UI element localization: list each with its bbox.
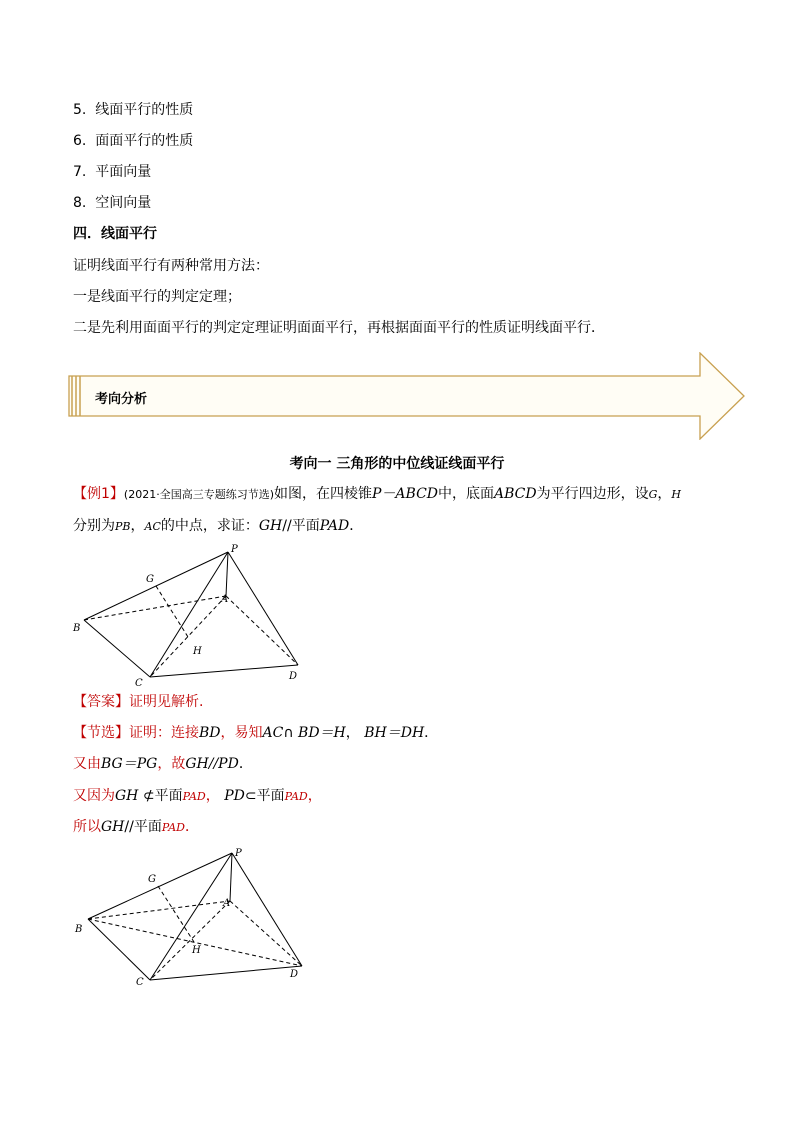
solution-s4b: ． <box>185 819 199 835</box>
label-a: A <box>221 594 229 605</box>
solution-sub: ⊂ <box>244 788 257 804</box>
label-p: P <box>231 544 238 555</box>
example-tag: 【例1】 <box>73 486 124 502</box>
pyramid-figure-1 <box>60 540 320 690</box>
example-g: G <box>648 488 658 501</box>
example-h: H <box>671 488 682 501</box>
example-line2-b: 的中点，求证： <box>160 518 259 534</box>
list-item-8 <box>73 193 151 213</box>
label-p-2: P <box>235 848 242 859</box>
solution-par: // <box>124 819 134 835</box>
solution-s3b: ， <box>205 788 220 804</box>
solution-bd: BD <box>199 725 221 741</box>
solution-ac: AC <box>262 725 284 741</box>
solution-plane-3: 平面 <box>133 819 162 835</box>
example-plane: 平面 <box>291 518 320 534</box>
example-line-1 <box>73 484 681 505</box>
label-d: D <box>289 671 298 682</box>
example-line2-a: 分别为 <box>73 518 115 534</box>
example-gh: GH <box>258 518 283 534</box>
solution-s2a: 又由 <box>73 756 101 772</box>
example-line-2 <box>73 516 363 537</box>
pyramid-figure-2 <box>66 843 326 993</box>
solution-gh-2: GH <box>101 819 125 835</box>
label-d-2: D <box>290 969 299 980</box>
label-c-2: C <box>136 977 144 988</box>
solution-gh: GH <box>115 788 139 804</box>
solution-s2b: ，故 <box>157 756 186 772</box>
solution-line-2 <box>73 754 253 774</box>
example-ac: AC <box>144 520 161 533</box>
list-item-5 <box>73 100 193 120</box>
example-pad: PAD <box>319 518 350 534</box>
list-num: 5. <box>73 102 87 118</box>
label-b-2: B <box>75 924 83 935</box>
list-num: 8. <box>73 195 87 211</box>
solution-pad-1: PAD <box>182 790 206 803</box>
example-period: ． <box>349 518 364 534</box>
solution-cap: ∩ <box>283 725 294 741</box>
label-g: G <box>146 574 154 585</box>
list-text: 空间向量 <box>95 195 152 211</box>
label-h: H <box>193 646 202 657</box>
label-b: B <box>73 623 81 634</box>
label-c: C <box>135 678 143 689</box>
list-num: 6. <box>73 133 87 149</box>
example-expr-abcd: ABCD <box>494 486 537 502</box>
list-text: 线面平行的性质 <box>95 102 194 118</box>
example-text-1: 如图，在四棱锥 <box>274 486 372 502</box>
example-text-2: 中，底面 <box>438 486 495 502</box>
solution-s1d: ． <box>424 725 439 741</box>
topic-title: 考向一 三角形的中位线证线面平行 <box>289 456 505 472</box>
solution-line-4 <box>73 817 199 838</box>
solution-tag: 【节选】 <box>73 725 129 741</box>
solution-pad-2: PAD <box>284 790 308 803</box>
section-method-2: 二是先利用面面平行的判定定理证明面面平行，再根据面面平行的性质证明线面平行． <box>73 320 605 336</box>
example-text-3: 为平行四边形，设 <box>536 486 649 502</box>
solution-plane-1: 平面 <box>154 788 183 804</box>
label-g-2: G <box>148 874 156 885</box>
solution-s2c: ． <box>238 756 253 772</box>
list-num: 7. <box>73 164 87 180</box>
solution-s3c: ， <box>307 788 322 804</box>
list-text: 面面平行的性质 <box>95 133 194 149</box>
label-h-2: H <box>192 945 201 956</box>
label-a-2: A <box>223 898 231 909</box>
banner-arrow-shape <box>68 352 748 440</box>
example-source: (2021·全国高三专题练习节选) <box>123 488 274 501</box>
solution-pd: PD <box>224 788 245 804</box>
solution-plane-2: 平面 <box>256 788 285 804</box>
solution-s1a: 证明：连接 <box>129 725 199 741</box>
answer-tag: 【答案】 <box>73 694 129 710</box>
example-parallel: // <box>282 518 292 534</box>
example-sep: ， <box>657 486 672 502</box>
solution-ghpd: GH//PD <box>185 756 239 772</box>
list-item-6 <box>73 131 193 151</box>
solution-pad-3: PAD <box>161 821 185 834</box>
solution-s1b: ，易知 <box>220 725 263 741</box>
solution-bhdh: BH＝DH <box>364 725 425 741</box>
solution-s4a: 所以 <box>73 819 101 835</box>
solution-bdh: BD＝H <box>298 725 346 741</box>
section-title: 四．线面平行 <box>73 226 157 242</box>
banner-label: 考向分析 <box>95 392 148 407</box>
example-comma: ， <box>130 518 145 534</box>
section-method-1: 一是线面平行的判定定理； <box>73 289 241 305</box>
solution-bgpg: BG＝PG <box>101 756 158 772</box>
solution-line-3 <box>73 786 322 807</box>
solution-notsub: ⊄ <box>142 788 155 804</box>
answer-line <box>73 692 203 712</box>
example-expr-pabcd: P－ABCD <box>372 486 439 502</box>
solution-s1c: ， <box>345 725 360 741</box>
answer-text: 证明见解析. <box>129 694 204 710</box>
solution-s3a: 又因为 <box>73 788 115 804</box>
list-text: 平面向量 <box>95 164 152 180</box>
solution-line-1 <box>73 723 438 743</box>
example-pb: PB <box>115 520 131 533</box>
list-item-7 <box>73 162 151 182</box>
section-intro: 证明线面平行有两种常用方法： <box>73 258 269 274</box>
